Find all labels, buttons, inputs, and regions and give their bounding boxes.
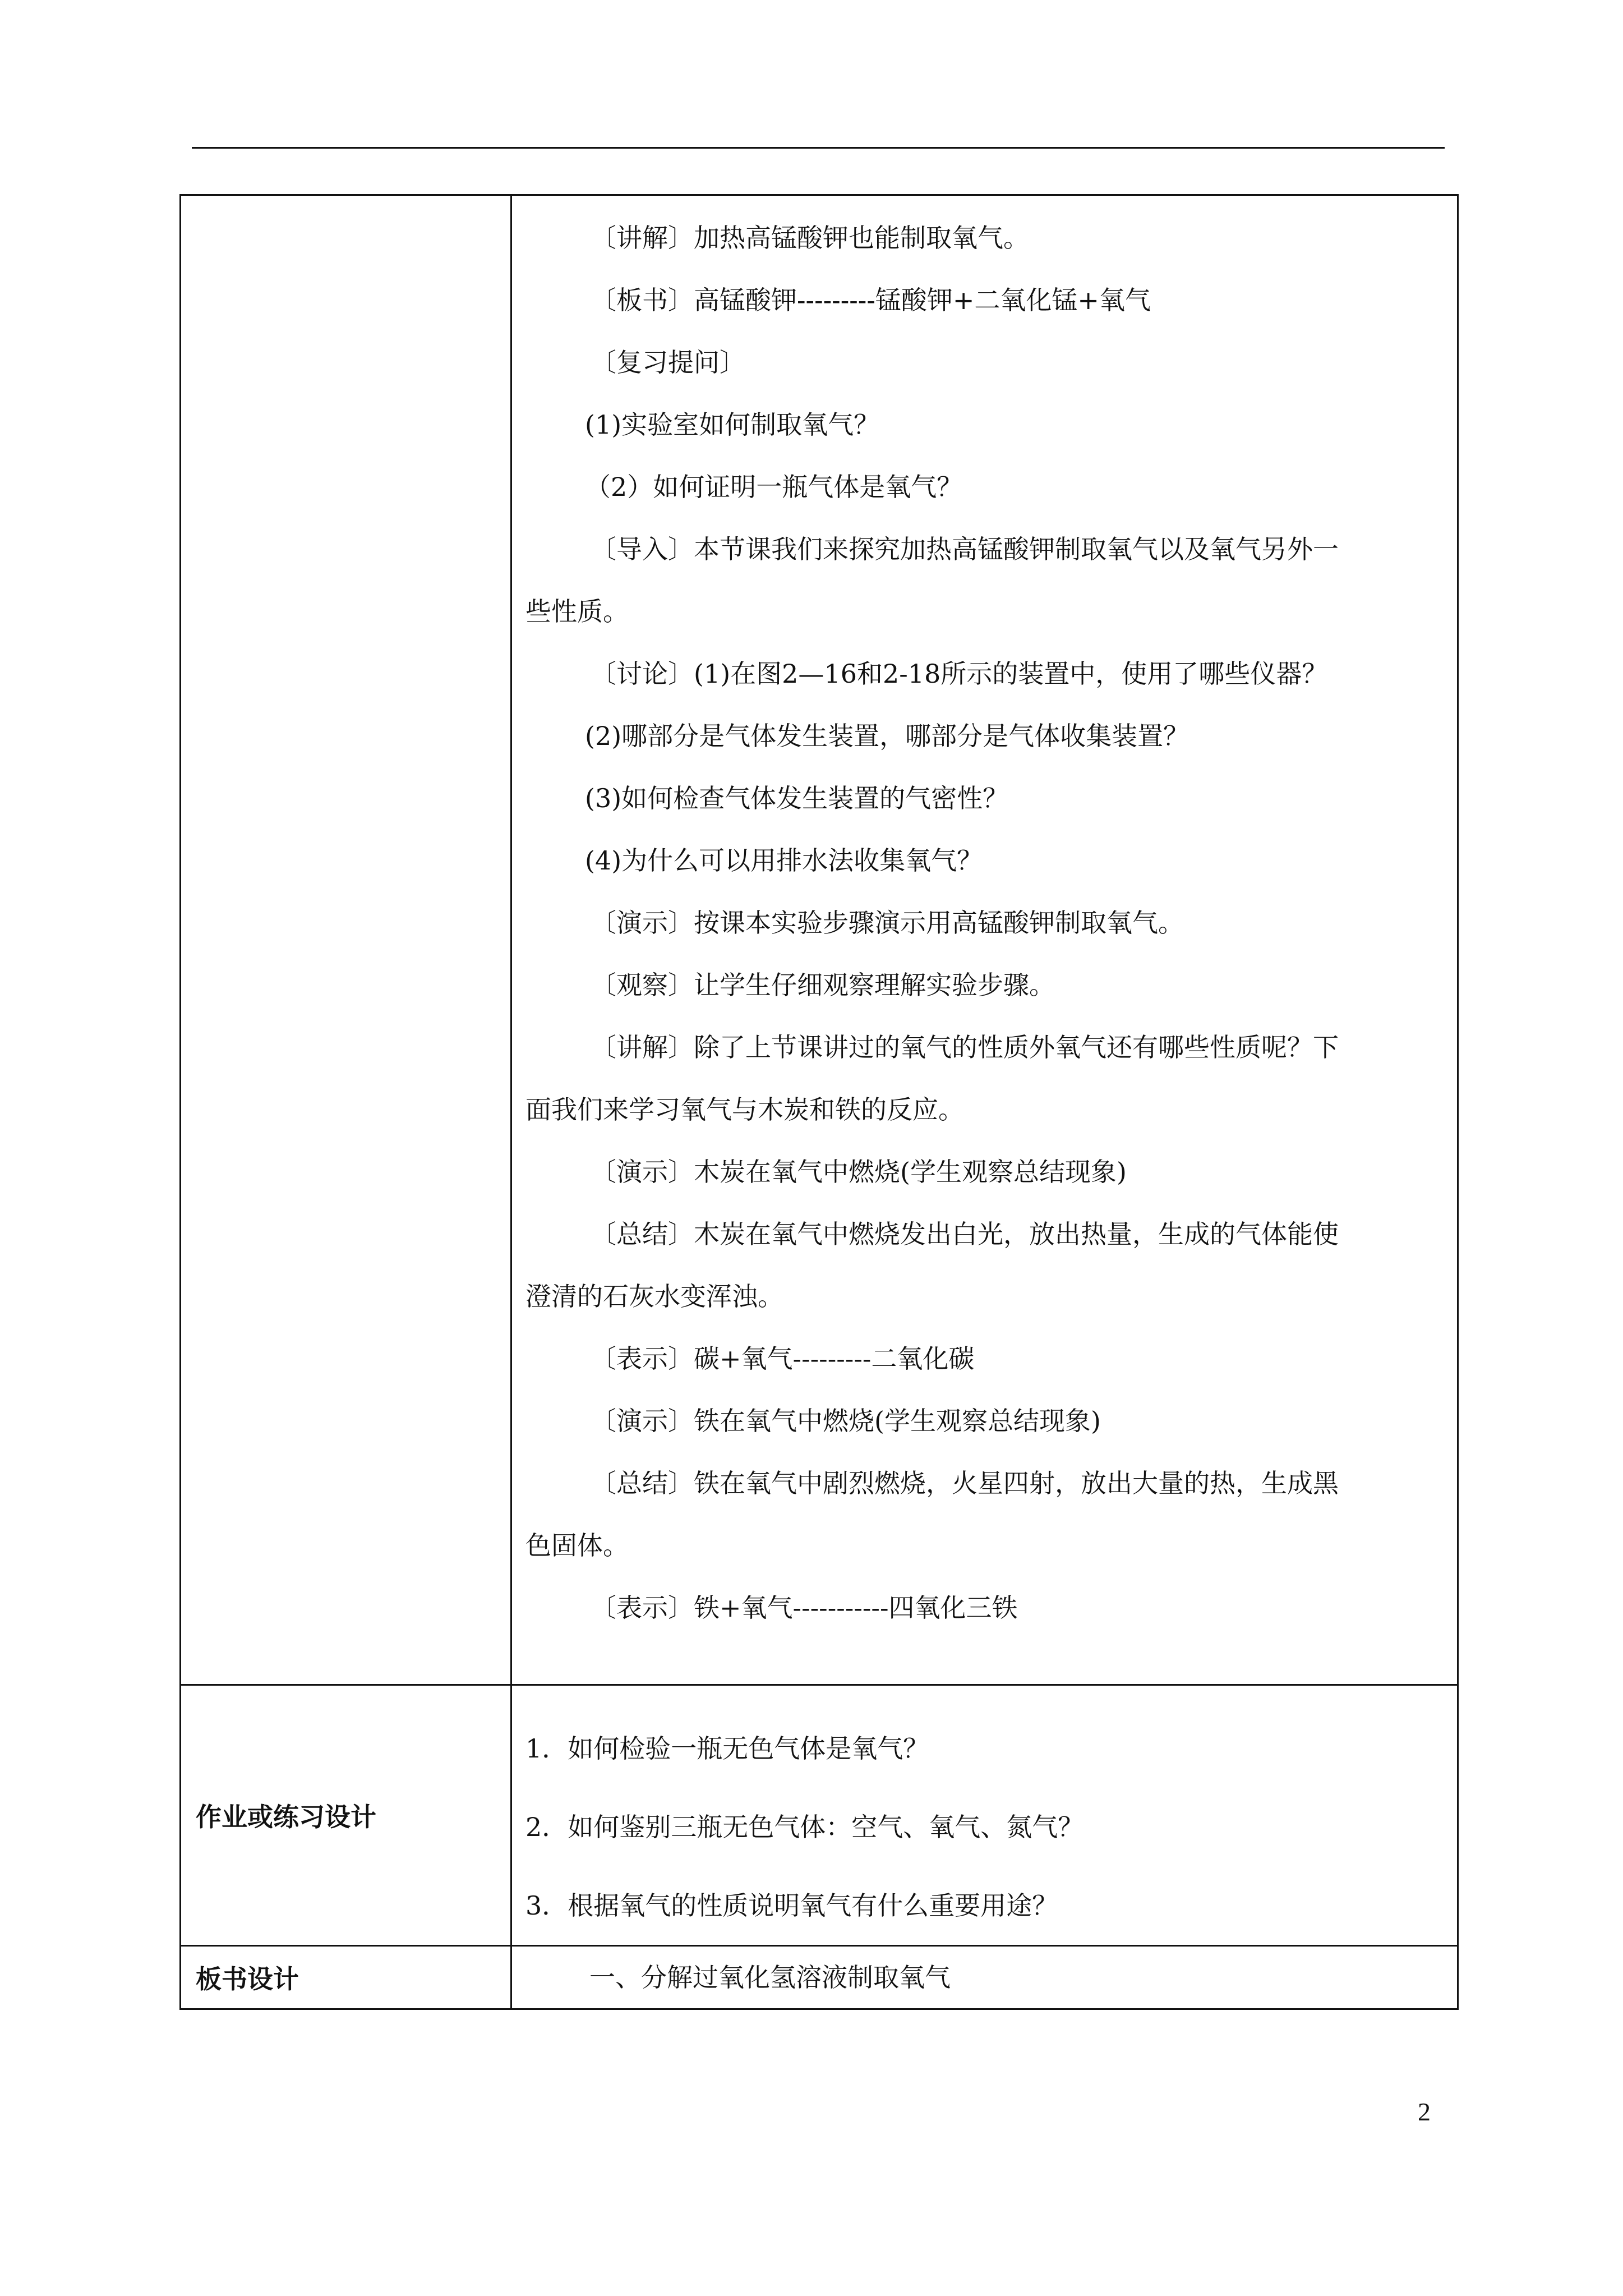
lesson-line: 〔复习提问〕 <box>591 347 745 378</box>
lesson-process-label-cell <box>181 195 511 1685</box>
lesson-line: 〔总结〕木炭在氧气中燃烧发出白光，放出热量，生成的气体能使 <box>591 1219 1339 1249</box>
lesson-line: 〔表示〕碳+氧气---------二氧化碳 <box>591 1343 975 1374</box>
homework-label: 作业或练习设计 <box>181 1685 511 1946</box>
lesson-line: 〔演示〕木炭在氧气中燃烧(学生观察总结现象) <box>591 1157 1127 1187</box>
lesson-line: 色固体。 <box>525 1530 629 1561</box>
board-design-text: 一、分解过氧化氢溶液制取氧气 <box>511 1946 1458 2009</box>
page-number: 2 <box>1418 2097 1431 2126</box>
lesson-line: 〔总结〕铁在氧气中剧烈燃烧，火星四射，放出大量的热，生成黑 <box>591 1468 1339 1498</box>
lesson-process-row <box>181 195 1458 1685</box>
lesson-line: 〔演示〕按课本实验步骤演示用高锰酸钾制取氧气。 <box>591 908 1184 938</box>
homework-row <box>181 1685 1458 1946</box>
lesson-line: 〔讲解〕加热高锰酸钾也能制取氧气。 <box>591 223 1029 253</box>
homework-item: 3．根据氧气的性质说明氧气有什么重要用途？ <box>525 1890 1058 1921</box>
lesson-line: 澄清的石灰水变浑浊。 <box>525 1281 783 1312</box>
lesson-line: 〔讨论〕(1)在图2—16和2-18所示的装置中，使用了哪些仪器？ <box>591 659 1328 689</box>
homework-items <box>511 1685 1458 1946</box>
lesson-process-content <box>511 195 1458 1685</box>
homework-item: 1．如何检验一瓶无色气体是氧气？ <box>525 1733 929 1764</box>
board-design-label: 板书设计 <box>181 1946 511 2009</box>
lesson-line: 〔表示〕铁+氧气-----------四氧化三铁 <box>591 1593 1018 1623</box>
lesson-line: (1)实验室如何制取氧气？ <box>585 409 880 440</box>
lesson-line: (3)如何检查气体发生装置的气密性？ <box>585 783 1009 813</box>
lesson-line: (2)哪部分是气体发生装置，哪部分是气体收集装置？ <box>585 721 1189 751</box>
lesson-line: 〔观察〕让学生仔细观察理解实验步骤。 <box>591 970 1055 1000</box>
lesson-line: （2）如何证明一瓶气体是氧气？ <box>585 472 963 502</box>
lesson-line: 〔导入〕本节课我们来探究加热高锰酸钾制取氧气以及氧气另外一 <box>591 534 1339 564</box>
board-design-row <box>181 1946 1458 2009</box>
lesson-line: 〔讲解〕除了上节课讲过的氧气的性质外氧气还有哪些性质呢？下 <box>591 1032 1339 1062</box>
header-rule <box>192 147 1445 149</box>
homework-item: 2．如何鉴别三瓶无色气体：空气、氧气、氮气？ <box>525 1812 1084 1842</box>
lesson-line: 面我们来学习氧气与木炭和铁的反应。 <box>525 1094 964 1125</box>
lesson-plan-table <box>179 194 1459 2010</box>
lesson-line: 〔板书〕高锰酸钾---------锰酸钾+二氧化锰+氧气 <box>591 285 1151 315</box>
lesson-line: 些性质。 <box>525 596 629 627</box>
lesson-line: (4)为什么可以用排水法收集氧气？ <box>585 845 983 876</box>
lesson-line: 〔演示〕铁在氧气中燃烧(学生观察总结现象) <box>591 1406 1101 1436</box>
